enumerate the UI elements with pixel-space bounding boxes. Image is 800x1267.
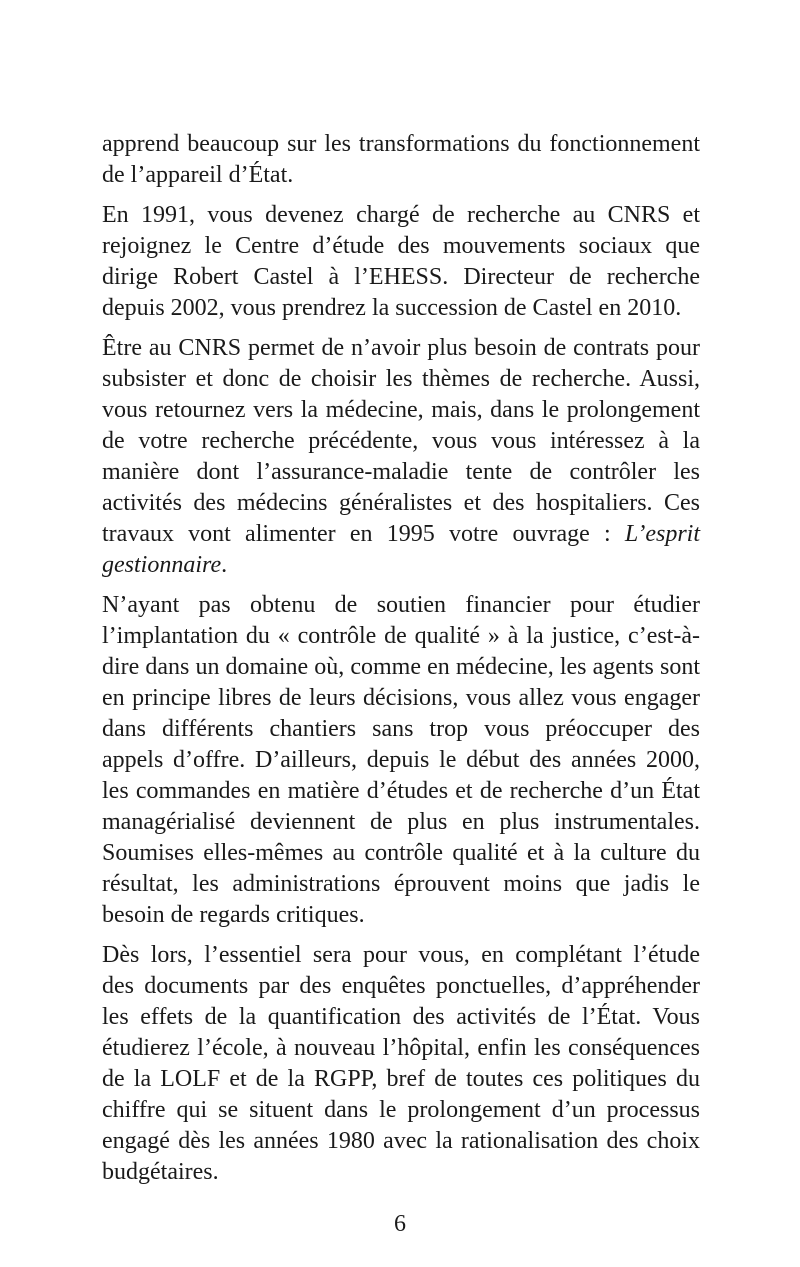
text-line: En 1991, vous devenez chargé de recherche au CNRS et bbox=[102, 202, 700, 228]
text-line: activités des médecins généralistes et des hospitaliers. Ces bbox=[102, 490, 700, 516]
text-line: Soumises elles-mêmes au contrôle qualité et à la culture du bbox=[102, 840, 700, 866]
paragraph bbox=[102, 590, 700, 931]
text-line: dans différents chantiers sans trop vous préoccuper des bbox=[102, 716, 700, 742]
text-line: depuis 2002, vous prendrez la succession de Castel en 2010. bbox=[102, 295, 682, 321]
paragraph bbox=[102, 200, 700, 324]
text-line bbox=[102, 519, 700, 550]
text-line: dirige Robert Castel à l’EHESS. Directeur de recherche bbox=[102, 264, 700, 290]
text-line: rejoignez le Centre d’étude des mouvements sociaux que bbox=[102, 233, 700, 259]
page-number: 6 bbox=[394, 1211, 406, 1237]
text-line: les commandes en matière d’études et de recherche d’un État bbox=[102, 778, 700, 804]
text-line: manière dont l’assurance-maladie tente de contrôler les bbox=[102, 459, 700, 485]
body-text bbox=[102, 129, 700, 1197]
text-line: apprend beaucoup sur les transformations du fonctionnement bbox=[102, 131, 700, 157]
text-line: vous retournez vers la médecine, mais, dans le prolongement bbox=[102, 397, 700, 423]
paragraph bbox=[102, 333, 700, 581]
text-line: de l’appareil d’État. bbox=[102, 162, 294, 188]
text-line: engagé dès les années 1980 avec la rationalisation des choix bbox=[102, 1128, 700, 1154]
text-line: budgétaires. bbox=[102, 1159, 219, 1185]
text-line: subsister et donc de choisir les thèmes de recherche. Aussi, bbox=[102, 366, 700, 392]
text-line: en principe libres de leurs décisions, vous allez vous engager bbox=[102, 685, 700, 711]
text-line: de la LOLF et de la RGPP, bref de toutes ces politiques du bbox=[102, 1066, 700, 1092]
text-line: dire dans un domaine où, comme en médecine, les agents sont bbox=[102, 654, 700, 680]
text-line: Dès lors, l’essentiel sera pour vous, en complétant l’étude bbox=[102, 942, 700, 968]
text-line bbox=[102, 550, 700, 581]
text-line: résultat, les administrations éprouvent moins que jadis le bbox=[102, 871, 700, 897]
text-line: Être au CNRS permet de n’avoir plus besoin de contrats pour bbox=[102, 335, 700, 361]
text-line: besoin de regards critiques. bbox=[102, 902, 365, 928]
text-line: N’ayant pas obtenu de soutien financier pour étudier bbox=[102, 592, 700, 618]
text-segment: . bbox=[221, 552, 228, 578]
text-line: l’implantation du « contrôle de qualité » à la justice, c’est-à- bbox=[102, 623, 700, 649]
paragraph bbox=[102, 129, 700, 191]
text-line: étudierez l’école, à nouveau l’hôpital, enfin les conséquences bbox=[102, 1035, 700, 1061]
text-line: des documents par des enquêtes ponctuelles, d’appréhender bbox=[102, 973, 700, 999]
text-line: les effets de la quantification des activités de l’État. Vous bbox=[102, 1004, 700, 1030]
italic-title-text: gestionnaire bbox=[102, 552, 222, 578]
paragraph bbox=[102, 940, 700, 1188]
italic-title-text: L’esprit bbox=[624, 521, 700, 547]
text-line: de votre recherche précédente, vous vous intéressez à la bbox=[102, 428, 700, 454]
text-line: appels d’offre. D’ailleurs, depuis le début des années 2000, bbox=[102, 747, 700, 773]
text-line: managérialisé deviennent de plus en plus instrumentales. bbox=[102, 809, 700, 835]
text-line: chiffre qui se situent dans le prolongement d’un processus bbox=[102, 1097, 700, 1123]
text-segment: travaux vont alimenter en 1995 votre ouvrage : bbox=[102, 521, 625, 547]
